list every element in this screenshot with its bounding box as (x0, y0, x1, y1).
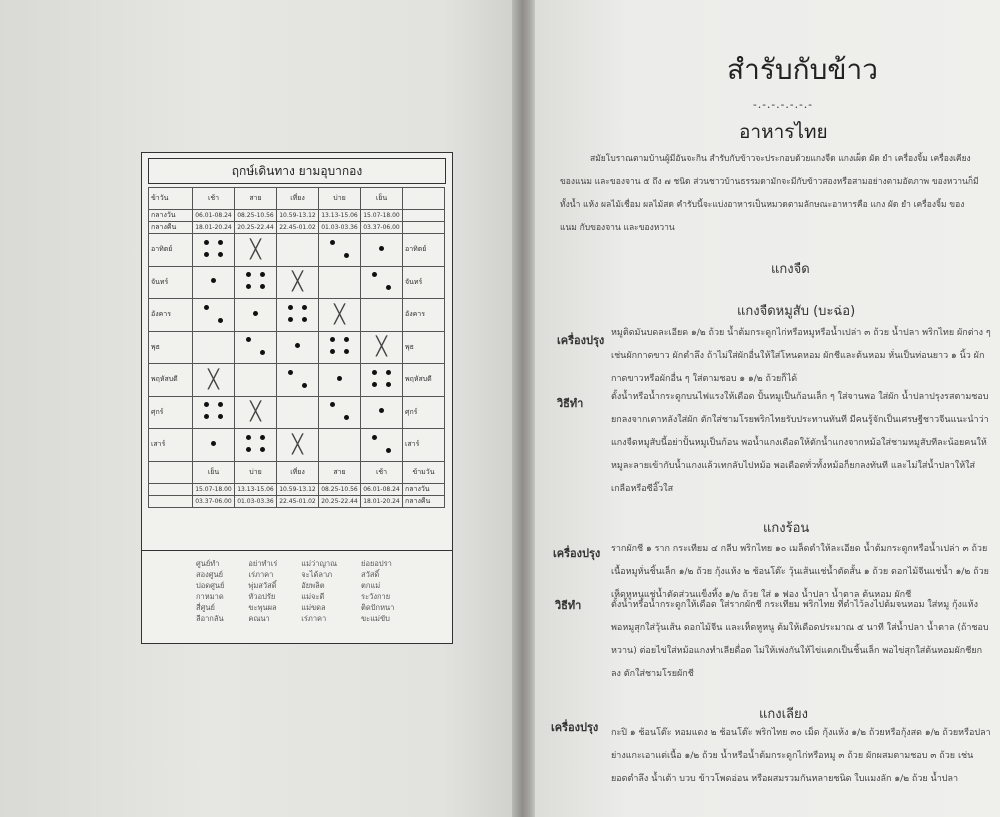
legend-item: ลีอากลัน (196, 614, 224, 623)
legend-item: ปอดศูนย์ (196, 581, 225, 590)
dot-mark (243, 335, 269, 357)
page-title: สำรับกับข้าว (727, 53, 878, 86)
legend-item: ขะแม่ขับ (361, 614, 390, 623)
time-cell: 22.45-01.02 (277, 495, 319, 507)
dot (204, 252, 209, 257)
header-cell: ข้าวัน (149, 188, 193, 210)
fortune-table (141, 152, 453, 559)
dot-mark (369, 368, 395, 390)
header-cell: สาย (319, 461, 361, 483)
dot-mark (201, 238, 227, 260)
day-label: ศุกร์ (149, 396, 193, 429)
fortune-cell (277, 331, 319, 364)
table-title: ฤกษ์เดินทาง ยามอุบากอง (148, 158, 446, 184)
day-label-right: อาทิตย์ (403, 234, 445, 267)
ingredients-label: เครื่องปรุง (553, 547, 601, 560)
time-row-label: กลางวัน (149, 210, 193, 222)
empty-cell (403, 188, 445, 210)
dot-mark (327, 238, 353, 260)
legend-box (141, 550, 453, 644)
legend-item: พุ่มสวัสดิ์ (248, 581, 277, 590)
dot-mark (327, 400, 353, 422)
dot (211, 278, 216, 283)
legend-item: หัวอปรัย (248, 592, 276, 601)
empty-cell (403, 222, 445, 234)
day-label: อาทิตย์ (149, 234, 193, 267)
legend-item: สองศูนย์ (196, 570, 224, 579)
time-row-label: กลางคืน (403, 495, 445, 507)
method-label: วิธีทำ (557, 397, 584, 410)
time-cell: 13.13-15.06 (235, 483, 277, 495)
dot (218, 252, 223, 257)
legend-item: สี่ศูนย์ (196, 603, 215, 612)
dot (246, 435, 251, 440)
dot (379, 408, 384, 413)
cross-mark: ╳ (250, 238, 261, 260)
fortune-cell (193, 266, 235, 299)
time-cell: 06.01-08.24 (193, 210, 235, 222)
legend-item: อัยพลิต (301, 581, 325, 590)
header-cell: บ่าย (319, 188, 361, 210)
day-label-right: พุธ (403, 331, 445, 364)
dot (344, 337, 349, 342)
time-cell: 20.25-22.44 (235, 222, 277, 234)
ingredients-label: เครื่องปรุง (557, 334, 605, 347)
legend-item: ติดปักหนา (361, 603, 395, 612)
dot-mark (369, 400, 395, 422)
legend-item: เร่ภาคา (301, 614, 327, 623)
empty-cell (149, 483, 193, 495)
dot (218, 240, 223, 245)
title-ornament: -.-.-.-.-.-.- (753, 98, 813, 111)
time-cell: 13.13-15.06 (319, 210, 361, 222)
dot (386, 448, 391, 453)
legend-item: อย่าทำเร่ (248, 559, 278, 568)
ingredients-text: กะปิ ๑ ช้อนโต๊ะ หอมแดง ๒ ช้อนโต๊ะ พริกไทย ๓๐ เม็ด กุ้งแห้ง ๑/๒ ถ้วยหรือกุ้งสด ๑/๒ ถ้วยหรือปลาย่างแกะเอาแต่เนื้อ ๑/๒ ถ้วย น้ำหรือน้ำต้มกระดูกไก่หรือหมู ๓ ถ้วย ผักผสมตามชอบ ๓ ถ้วย เช่น ยอดตำลึง น้ำเต้า บวบ ข้าวโพดอ่อน หรือผสมรวมกันหลายชนิด ใบแมงลัก ๑/๒ ถ้วย น้ำปลา (611, 728, 991, 784)
dot (372, 370, 377, 375)
dot (337, 376, 342, 381)
time-row (149, 222, 445, 234)
time-row (149, 495, 445, 507)
dot-mark (243, 303, 269, 325)
dot-mark (327, 368, 353, 390)
fortune-cell (277, 396, 319, 429)
legend-column (301, 559, 337, 624)
dot (218, 402, 223, 407)
method-label: วิธีทำ (555, 599, 582, 612)
dot (218, 318, 223, 323)
recipe-title: แกงเลียง (759, 707, 808, 722)
time-cell: 03.37-06.00 (361, 222, 403, 234)
fortune-cell (193, 396, 235, 429)
method-text: ตั้งน้ำหรือน้ำกระดูกให้เดือด ใส่รากผักชี กระเทียม พริกไทย ที่ตำไว้ลงไปต้มจนหอม ใส่หมู กุ้งแห้ง พอหมูสุกใส่วุ้นเส้น ดอกไม้จีน และเห็ดหูหนู ต้มให้เดือดประมาณ ๕ นาที ใส่น้ำปลา น้ำตาล (ถ้าชอบหวาน) ต่อยไข่ใส่หม้อแกงทำเลียดื่อต ไม่ให้เพ่งกันให้ไข่แตกเป็นชิ้นเล็ก พอไข่สุกใส่ต้นหอมผักชียกลง ตักใส่ชามโรยผักชี (611, 600, 989, 679)
header-cell: บ่าย (235, 461, 277, 483)
dot (379, 246, 384, 251)
time-cell: 18.01-20.24 (361, 495, 403, 507)
fortune-cell (193, 299, 235, 332)
dot (302, 305, 307, 310)
dot (302, 383, 307, 388)
legend-item: สวัสดิ์ (361, 570, 380, 579)
legend-item: ตกแม่ (361, 581, 381, 590)
dot (211, 441, 216, 446)
dot (344, 349, 349, 354)
dot (260, 350, 265, 355)
header-cell: เย็น (361, 188, 403, 210)
legend-item: คณนา (248, 614, 270, 623)
dot-mark (369, 238, 395, 260)
fortune-cell (319, 299, 361, 332)
fortune-cell (277, 299, 319, 332)
recipe-title: แกงจืดหมูสับ (บะฉ่อ) (737, 304, 856, 319)
dot (246, 284, 251, 289)
time-cell: 22.45-01.02 (277, 222, 319, 234)
fortune-cell (361, 266, 403, 299)
day-row (149, 266, 445, 299)
legend-column (248, 559, 277, 624)
time-row-label: กลางคืน (149, 222, 193, 234)
dot-mark (201, 303, 227, 325)
method-text: ตั้งน้ำหรือน้ำกระดูกบนไฟแรงให้เดือด ปั้นหมูเป็นก้อนเล็ก ๆ ใส่จานพอ ใส่ผัก น้ำปลาปรุงรสตามชอบ ยกลงจากเตาหลังใส่ผัก ตักใส่ชามโรยพริกไทยรับประทานทันที มีคนรู้จักเป็นเศรษฐีชาวจีนแนะนำว่า แกงจืดหมูสับนี้อย่าปั้นหมูเป็นก้อน พอน้ำแกงเดือดให้ตักน้ำแกงจากหม้อใส่ชามหมูสับทีละน้อยคนให้หมูละลายเข้ากับน้ำแกงแล้วเทกลับไปหม้อ พอเดือดทั่วทั้งหม้อก็ยกลงทันที และไม่ใส่น้ำปลาให้ใส่เกลือหรือซีอิ๊วใส (611, 392, 989, 494)
time-row (149, 483, 445, 495)
fortune-cell (319, 429, 361, 462)
dot (344, 415, 349, 420)
fortune-cell (193, 331, 235, 364)
fortune-cell (235, 299, 277, 332)
dot-mark (369, 433, 395, 455)
header-cell: เช้า (361, 461, 403, 483)
fortune-cell (319, 234, 361, 267)
dot-mark (201, 400, 227, 422)
dot (330, 337, 335, 342)
time-cell: 18.01-20.24 (193, 222, 235, 234)
legend-column (196, 559, 224, 624)
fortune-cell (319, 364, 361, 397)
time-cell: 06.01-08.24 (361, 483, 403, 495)
fortune-grid (148, 187, 445, 508)
fortune-cell (319, 331, 361, 364)
dot-mark (243, 433, 269, 455)
legend-columns (196, 559, 394, 624)
intro-paragraph: สมัยโบราณตามบ้านผู้มีอันจะกิน สำรับกับข้าวจะประกอบด้วยแกงจืด แกงเผ็ด ผัด ยำ เครื่องจิ้ม เครื่องเคียง ของแนม และของจาน ๕ ถึง ๗ ชนิด ส่วนชาวบ้านธรรมดามักจะมีกับข้าวสองหรือสามอย่างตามอัตภาพ ของหวานก็มีทั้งน้ำ แห้ง ผลไม้เชื่อม ผลไม้สด คำรับนี้จะแบ่งอาหารเป็นหมวดตามลักษณะอาหารคือ แกง ผัด ยำ เครื่องจิ้ม ของแนม กับของจาน และของหวาน (560, 154, 979, 233)
dot (246, 337, 251, 342)
legend-item: ศูนย์ทำ (196, 559, 220, 568)
empty-cell (403, 210, 445, 222)
dot (288, 370, 293, 375)
legend-item: แม่ว่าญาณ (301, 559, 338, 568)
legend-item: แม่ขดล (301, 603, 326, 612)
dot (372, 382, 377, 387)
dot (218, 414, 223, 419)
dot (204, 240, 209, 245)
day-label-right: พฤหัสบดี (403, 364, 445, 397)
ingredients-label: เครื่องปรุง (551, 721, 599, 734)
time-row (149, 210, 445, 222)
time-cell: 10.59-13.12 (277, 210, 319, 222)
fortune-cell (277, 429, 319, 462)
fortune-cell (319, 266, 361, 299)
dot (302, 317, 307, 322)
time-cell: 01.03-03.36 (319, 222, 361, 234)
header-cell: สาย (235, 188, 277, 210)
dot (386, 370, 391, 375)
legend-item: แม่จะดี (301, 592, 325, 601)
day-row (149, 234, 445, 267)
bottom-header-row (149, 461, 445, 483)
time-cell: 20.25-22.44 (319, 495, 361, 507)
dot-mark (285, 303, 311, 325)
time-cell: 15.07-18.00 (361, 210, 403, 222)
time-cell: 08.25-10.56 (235, 210, 277, 222)
time-cell: 08.25-10.56 (319, 483, 361, 495)
cross-mark: ╳ (376, 336, 387, 358)
dot-mark (285, 335, 311, 357)
day-label: พฤหัสบดี (149, 364, 193, 397)
cross-mark: ╳ (292, 433, 303, 455)
time-cell: 01.03-03.36 (235, 495, 277, 507)
day-row (149, 396, 445, 429)
dot (260, 272, 265, 277)
fortune-cell (319, 396, 361, 429)
header-cell: เช้า (193, 188, 235, 210)
dot (288, 305, 293, 310)
fortune-cell (277, 364, 319, 397)
fortune-cell (361, 299, 403, 332)
day-label: เสาร์ (149, 429, 193, 462)
fortune-cell (235, 266, 277, 299)
day-label: พุธ (149, 331, 193, 364)
day-row (149, 364, 445, 397)
time-cell: 03.37-06.00 (193, 495, 235, 507)
fortune-cell (193, 234, 235, 267)
fortune-cell (277, 234, 319, 267)
day-label: จันทร์ (149, 266, 193, 299)
fortune-cell (361, 331, 403, 364)
header-cell: เย็น (193, 461, 235, 483)
empty-cell (149, 495, 193, 507)
day-row (149, 331, 445, 364)
header-cell: ข้ามวัน (403, 461, 445, 483)
fortune-cell (361, 429, 403, 462)
legend-item: ระวังกาย (361, 592, 391, 601)
dot-mark (201, 433, 227, 455)
ingredients-text: หมูติดมันบดละเอียด ๑/๒ ถ้วย น้ำต้มกระดูกไก่หรือหมูหรือน้ำเปล่า ๓ ถ้วย น้ำปลา พริกไทย ผักต่าง ๆ เช่นผักกาดขาว ผักตำลึง ถ้าไม่ใส่ผักอื่นให้ใส่โหนดหอม ผักชีและต้นหอม หั่นเป็นท่อนยาว ๑ นิ้ว ผักกาดขาวหรือผักอื่น ๆ ใส่ตามชอบ ๑ ๑/๒ ถ้วยก็ได้ (611, 328, 991, 384)
dot-mark (243, 270, 269, 292)
ingredients-text: รากผักชี ๑ ราก กระเทียม ๔ กลีบ พริกไทย ๑๐ เมล็ดตำให้ละเอียด น้ำต้มกระดูกหรือน้ำเปล่า ๓ ถ้วย เนื้อหมูหั่นชิ้นเล็ก ๑/๒ ถ้วย กุ้งแห้ง ๒ ช้อนโต๊ะ วุ้นเส้นแช่น้ำตัดสั้น ๑ ถ้วย ดอกไม้จีนแช่น้ำ ๑/๒ ถ้วย เห็ดหูหนูแช่น้ำตัดส่วนแข็งทิ้ง ๑/๒ ถ้วย ใส่ ๑ ฟอง น้ำปลา น้ำตาล ต้นหอม ผักชี (611, 544, 989, 600)
header-cell: เที่ยง (277, 188, 319, 210)
dot (344, 253, 349, 258)
header-row (149, 188, 445, 210)
cross-mark: ╳ (208, 368, 219, 390)
fortune-cell (235, 429, 277, 462)
time-cell: 15.07-18.00 (193, 483, 235, 495)
dot (204, 305, 209, 310)
fortune-cell (235, 364, 277, 397)
cross-mark: ╳ (250, 401, 261, 423)
empty-cell (149, 461, 193, 483)
fortune-cell (235, 396, 277, 429)
cross-mark: ╳ (334, 303, 345, 325)
fortune-cell (235, 234, 277, 267)
page-subtitle: อาหารไทย (739, 121, 828, 143)
dot (330, 402, 335, 407)
fortune-cell (193, 429, 235, 462)
legend-item: ขะพุนผล (248, 603, 277, 612)
dot (372, 435, 377, 440)
dot (253, 311, 258, 316)
day-label: อังคาร (149, 299, 193, 332)
dot (288, 317, 293, 322)
time-cell: 10.59-13.12 (277, 483, 319, 495)
dot-mark (201, 270, 227, 292)
header-cell: เที่ยง (277, 461, 319, 483)
dot-mark (327, 335, 353, 357)
day-label-right: อังคาร (403, 299, 445, 332)
section-heading: แกงจืด (771, 262, 810, 277)
day-row (149, 299, 445, 332)
dot (204, 414, 209, 419)
legend-item: เร่ภาคา (248, 570, 274, 579)
dot-mark (369, 270, 395, 292)
fortune-cell (361, 234, 403, 267)
dot (372, 272, 377, 277)
dot (330, 240, 335, 245)
fortune-cell (361, 396, 403, 429)
legend-item: จะได้ลาภ (301, 570, 333, 579)
cross-mark: ╳ (292, 271, 303, 293)
dot (260, 447, 265, 452)
dot (295, 343, 300, 348)
dot (386, 285, 391, 290)
dot (330, 349, 335, 354)
legend-item: ย่อยอปรา (361, 559, 392, 568)
day-row (149, 429, 445, 462)
day-label-right: เสาร์ (403, 429, 445, 462)
recipe-title: แกงร้อน (763, 521, 810, 536)
day-label-right: ศุกร์ (403, 396, 445, 429)
fortune-cell (277, 266, 319, 299)
dot (246, 447, 251, 452)
fortune-cell (361, 364, 403, 397)
legend-item: กาหมาด (196, 592, 224, 601)
dot (260, 435, 265, 440)
fortune-cell (235, 331, 277, 364)
fortune-cell (193, 364, 235, 397)
dot (246, 272, 251, 277)
dot (386, 382, 391, 387)
dot-mark (285, 368, 311, 390)
time-row-label: กลางวัน (403, 483, 445, 495)
dot (204, 402, 209, 407)
dot (260, 284, 265, 289)
legend-column (361, 559, 394, 624)
day-label-right: จันทร์ (403, 266, 445, 299)
